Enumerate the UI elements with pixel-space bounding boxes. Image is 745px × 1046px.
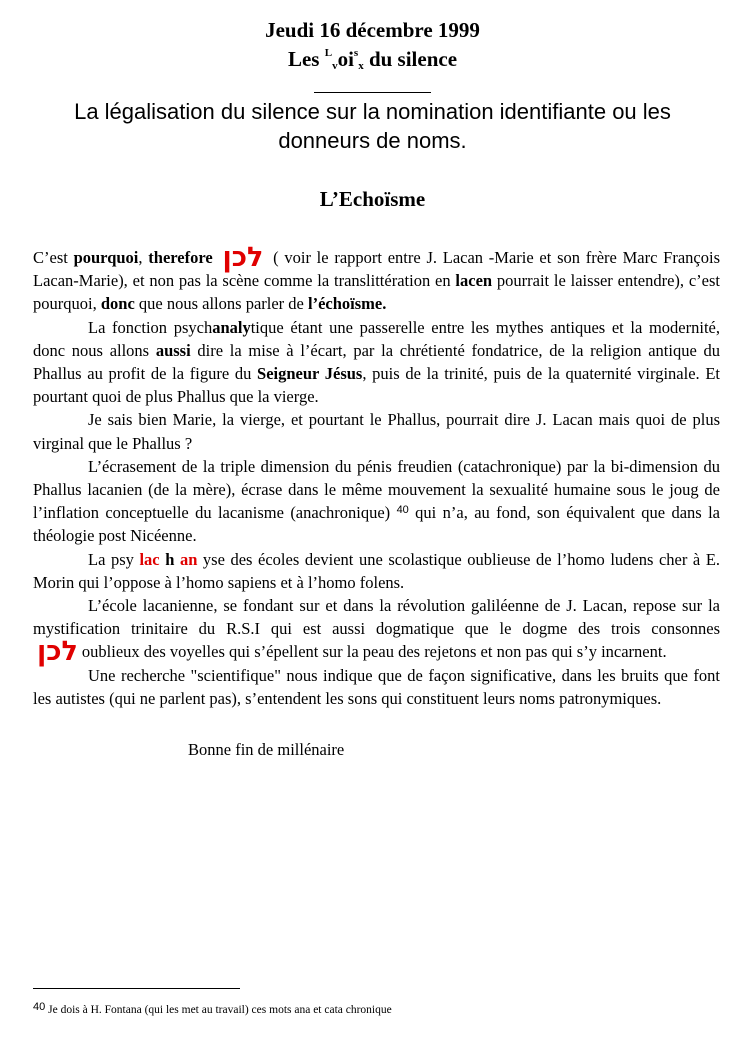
footnote-text: Je dois à H. Fontana (qui les met au travail) ces mots ana et cata chronique xyxy=(45,1004,392,1016)
footnote xyxy=(33,1000,713,1017)
header-divider xyxy=(314,92,431,93)
title-sup-l: L xyxy=(324,47,333,59)
paragraph-6: L’école lacanienne, se fondant sur et dans la révolution galiléenne de J. Lacan, repose sur la mystification trinitaire du R.S.I qui est aussi dogmatique que le dogme des trois consonnes לכן oublieux des voyelles qui s’épellent sur la peau des rejetons et non pas qui s’y incarnent. xyxy=(33,596,720,668)
header-date: Jeudi 16 décembre 1999 xyxy=(265,18,480,42)
subtitle: La légalisation du silence sur la nomination identifiante ou les donneurs de noms. xyxy=(74,99,671,153)
title-sub-v: v xyxy=(332,60,338,72)
title-sup-s: s xyxy=(353,47,359,59)
closing-line: Bonne fin de millénaire xyxy=(188,740,345,760)
footnote-ref[interactable]: 40 xyxy=(396,504,409,517)
paragraph-1: C’est pourquoi, therefore לכן ( voir le rapport entre J. Lacan -Marie et son frère Marc François Lacan-Marie), et non pas la scène comme la translittération en lacen pourrait le laisser entendre), c’est pourquoi, donc que nous allons parler de l’échoïsme. xyxy=(33,242,720,314)
red-lac: lac xyxy=(139,549,160,569)
title-start: Les xyxy=(287,47,325,71)
hebrew-lakhen-2: לכן xyxy=(37,636,78,668)
footnote-number: 40 xyxy=(33,1001,46,1013)
title-oi: oi xyxy=(337,47,354,71)
title-end: du silence xyxy=(363,47,458,71)
hebrew-lakhen: לכן xyxy=(222,242,264,273)
paragraph-2: La fonction psychanalytique étant une passerelle entre les mythes antiques et la modernité, donc nous allons aussi dire la mise à l’écart, par la chrétienté fondatrice, de la religion antique du Phallus au profit de la figure du Seigneur Jésus, puis de la trinité, puis de la quaternité virginale. Et pourtant quoi de plus Phallus que la vierge. xyxy=(33,317,720,407)
section-title: L’Echoïsme xyxy=(319,187,426,211)
paragraph-5: La psy lac h an yse des écoles devient une scolastique oublieuse de l’homo ludens cher à E. Morin qui l’oppose à l’homo sapiens et à l’homo folens. xyxy=(33,549,721,592)
paragraph-3: Je sais bien Marie, la vierge, et pourtant le Phallus, pourrait dire J. Lacan mais quoi de plus virginal que le Phallus ? xyxy=(33,410,720,453)
title-sub-x: x xyxy=(358,60,364,72)
footnote-divider xyxy=(33,988,240,989)
paragraph-7: Une recherche "scientifique" nous indique que de façon significative, dans les bruits que font les autistes (qui ne parlent pas), s’entendent les sons qui constituent leurs noms patronymiques. xyxy=(33,665,720,708)
paragraph-4: L’écrasement de la triple dimension du pénis freudien (catachronique) par la bi-dimension du Phallus lacanien (de la mère), écrase dans le même mouvement la sexualité humaine sous le joug de l’inflation conceptuelle du lacanisme (anachronique) $^{40}$ qui n’a, au fond, son équivalent que dans la théologie post Nicéenne. xyxy=(33,456,721,546)
red-an: an xyxy=(179,549,198,569)
header-title xyxy=(0,44,745,74)
body-text xyxy=(33,242,721,761)
